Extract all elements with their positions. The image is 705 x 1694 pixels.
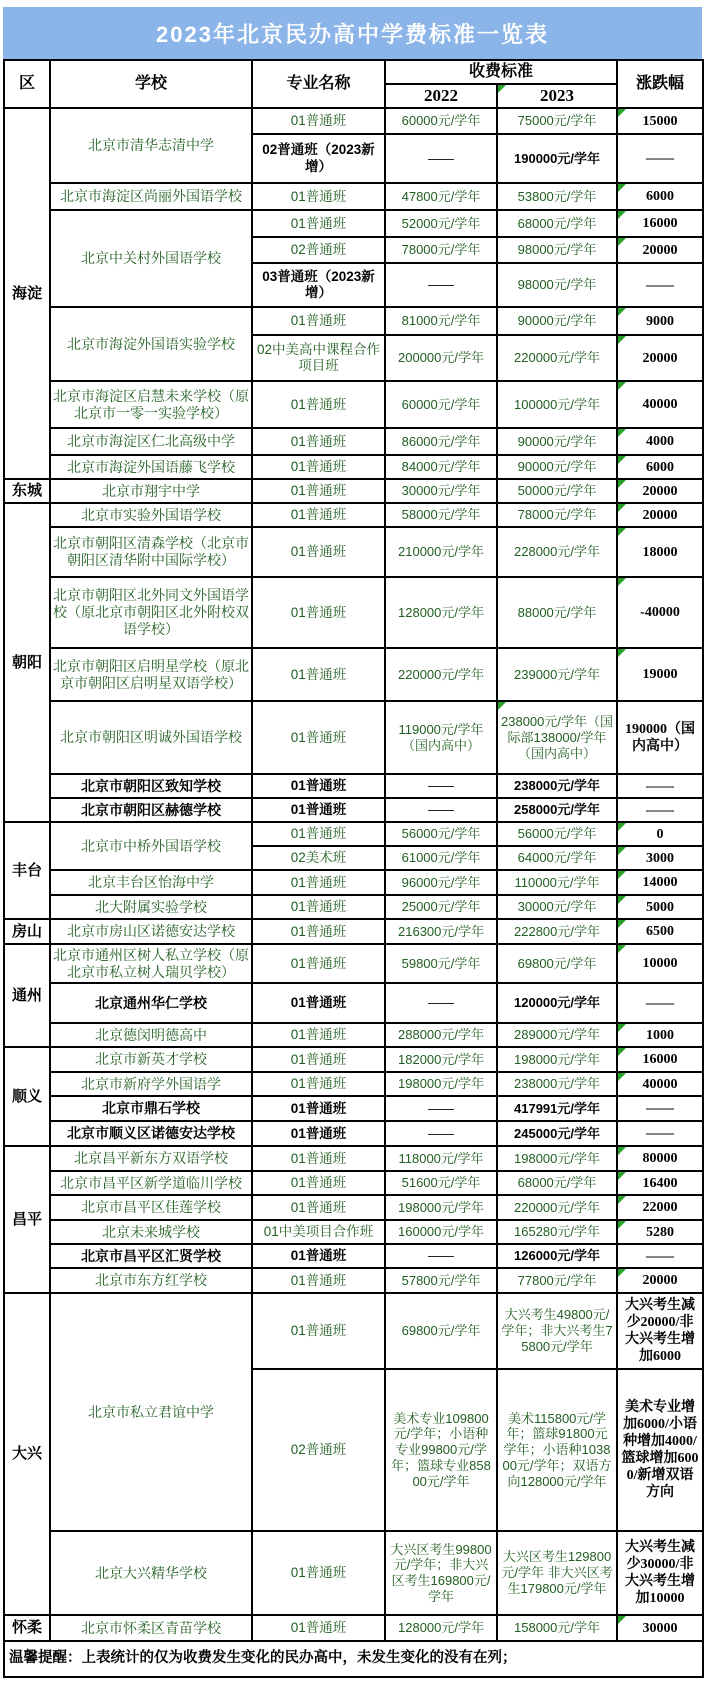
- change-cell: 190000（国内高中）: [617, 701, 703, 774]
- fee-2022-cell: 60000元/学年: [385, 381, 497, 428]
- fee-2023-cell: 222800元/学年: [497, 919, 617, 944]
- fee-2022-cell: 25000元/学年: [385, 895, 497, 919]
- fee-2022-cell: 84000元/学年: [385, 455, 497, 479]
- change-cell: 14000: [617, 870, 703, 895]
- fee-2022-cell: 57800元/学年: [385, 1268, 497, 1293]
- fee-2023-cell: 50000元/学年: [497, 479, 617, 503]
- fee-2023-cell: 53800元/学年: [497, 183, 617, 210]
- school-cell: 北大附属实验学校: [50, 895, 252, 919]
- table-row: [4, 870, 703, 895]
- change-cell: 40000: [617, 1072, 703, 1096]
- change-cell: 22000: [617, 1195, 703, 1220]
- school-cell: 北京市顺义区诺德安达学校: [50, 1121, 252, 1146]
- fee-2023-cell: 大兴区考生129800元/学年 非大兴区考生179800元/学年: [497, 1531, 617, 1615]
- fee-2023-cell: 120000元/学年: [497, 983, 617, 1023]
- school-cell: 北京市新府学外国语学: [50, 1072, 252, 1096]
- program-cell: 01普通班: [252, 919, 385, 944]
- table-row: [4, 307, 703, 335]
- fee-2022-cell: 182000元/学年: [385, 1047, 497, 1072]
- fee-2023-cell: 98000元/学年: [497, 263, 617, 307]
- fee-2022-cell: ——: [385, 134, 497, 183]
- program-cell: 01普通班: [252, 455, 385, 479]
- change-cell: 5280: [617, 1220, 703, 1244]
- header-school: 学校: [50, 60, 252, 108]
- fee-2023-cell: 198000元/学年: [497, 1146, 617, 1171]
- fee-2023-cell: 56000元/学年: [497, 822, 617, 846]
- header-change: 涨跌幅: [617, 60, 703, 108]
- fee-table-body: [4, 108, 703, 1641]
- change-cell: ——: [617, 1121, 703, 1146]
- school-cell: 北京市海淀外国语藤飞学校: [50, 455, 252, 479]
- fee-2022-cell: 86000元/学年: [385, 428, 497, 455]
- school-cell: 北京市朝阳区致知学校: [50, 774, 252, 798]
- change-cell: ——: [617, 1096, 703, 1121]
- program-cell: 01普通班: [252, 479, 385, 503]
- school-cell: 北京市朝阳区清森学校（北京市朝阳区清华附中国际学校）: [50, 527, 252, 577]
- school-cell: 北京市海淀外国语实验学校: [50, 307, 252, 381]
- change-cell: 6000: [617, 455, 703, 479]
- fee-2023-cell: 245000元/学年: [497, 1121, 617, 1146]
- school-cell: 北京市海淀区仁北高级中学: [50, 428, 252, 455]
- program-cell: 01普通班: [252, 944, 385, 983]
- program-cell: 01普通班: [252, 1531, 385, 1615]
- program-cell: 02普通班: [252, 1369, 385, 1531]
- program-cell: 01普通班: [252, 1171, 385, 1195]
- table-row: [4, 1293, 703, 1369]
- change-cell: 40000: [617, 381, 703, 428]
- change-cell: 4000: [617, 428, 703, 455]
- header-year-2022: 2022: [385, 84, 497, 109]
- table-row: [4, 648, 703, 701]
- program-cell: 01普通班: [252, 1293, 385, 1369]
- program-cell: 01普通班: [252, 183, 385, 210]
- fee-2022-cell: ——: [385, 1121, 497, 1146]
- program-cell: 01普通班: [252, 1047, 385, 1072]
- change-cell: ——: [617, 798, 703, 822]
- change-cell: 20000: [617, 479, 703, 503]
- fee-2023-cell: 100000元/学年: [497, 381, 617, 428]
- fee-2023-cell: 90000元/学年: [497, 307, 617, 335]
- program-cell: 01普通班: [252, 1072, 385, 1096]
- program-cell: 01普通班: [252, 798, 385, 822]
- fee-2022-cell: 美术专业109800元/学年；小语种专业99800元/学年；篮球专业85800元/学年: [385, 1369, 497, 1531]
- program-cell: 01中美项目合作班: [252, 1220, 385, 1244]
- fee-2022-cell: 220000元/学年: [385, 648, 497, 701]
- change-cell: ——: [617, 134, 703, 183]
- header-district: 区: [4, 60, 50, 108]
- school-cell: 北京大兴精华学校: [50, 1531, 252, 1615]
- program-cell: 01普通班: [252, 648, 385, 701]
- fee-2022-cell: ——: [385, 1244, 497, 1268]
- fee-2023-cell: 大兴考生49800元/学年；非大兴考生75800元/学年: [497, 1293, 617, 1369]
- fee-2022-cell: ——: [385, 983, 497, 1023]
- fee-2023-cell: 110000元/学年: [497, 870, 617, 895]
- fee-2022-cell: 61000元/学年: [385, 846, 497, 870]
- change-cell: 6000: [617, 183, 703, 210]
- change-cell: 9000: [617, 307, 703, 335]
- header-year-2023: 2023: [497, 84, 617, 109]
- school-cell: 北京市鼎石学校: [50, 1096, 252, 1121]
- change-cell: 30000: [617, 1615, 703, 1641]
- fee-2022-cell: 78000元/学年: [385, 237, 497, 263]
- school-cell: 北京市朝阳区启明星学校（原北京市朝阳区启明星双语学校）: [50, 648, 252, 701]
- school-cell: 北京市翔宇中学: [50, 479, 252, 503]
- table-row: [4, 428, 703, 455]
- school-cell: 北京市中桥外国语学校: [50, 822, 252, 870]
- table-row: [4, 1220, 703, 1244]
- program-cell: 01普通班: [252, 822, 385, 846]
- program-cell: 02中美高中课程合作项目班: [252, 335, 385, 381]
- fee-2023-cell: 68000元/学年: [497, 1171, 617, 1195]
- fee-2022-cell: 56000元/学年: [385, 822, 497, 846]
- fee-2022-cell: 128000元/学年: [385, 577, 497, 648]
- fee-2023-cell: 239000元/学年: [497, 648, 617, 701]
- program-cell: 01普通班: [252, 895, 385, 919]
- program-cell: 01普通班: [252, 1195, 385, 1220]
- school-cell: 北京中关村外国语学校: [50, 210, 252, 307]
- table-row: [4, 210, 703, 237]
- district-cell: 怀柔: [4, 1615, 50, 1641]
- school-cell: 北京市昌平区佳莲学校: [50, 1195, 252, 1220]
- school-cell: 北京市海淀区尚丽外国语学校: [50, 183, 252, 210]
- program-cell: 01普通班: [252, 1146, 385, 1171]
- fee-2022-cell: 119000元/学年（国内高中）: [385, 701, 497, 774]
- program-cell: 01普通班: [252, 1268, 385, 1293]
- fee-2022-cell: ——: [385, 1096, 497, 1121]
- fee-2022-cell: 59800元/学年: [385, 944, 497, 983]
- change-cell: -40000: [617, 577, 703, 648]
- fee-2022-cell: 198000元/学年: [385, 1195, 497, 1220]
- change-cell: 10000: [617, 944, 703, 983]
- table-row: [4, 1615, 703, 1641]
- fee-2023-cell: 238000元/学年: [497, 774, 617, 798]
- program-cell: 01普通班: [252, 774, 385, 798]
- table-row: [4, 1047, 703, 1072]
- school-cell: 北京市海淀区启慧未来学校（原北京市一零一实验学校）: [50, 381, 252, 428]
- fee-2022-cell: 96000元/学年: [385, 870, 497, 895]
- school-cell: 北京未来城学校: [50, 1220, 252, 1244]
- fee-2023-cell: 165280元/学年: [497, 1220, 617, 1244]
- change-cell: 20000: [617, 503, 703, 527]
- fee-2023-cell: 30000元/学年: [497, 895, 617, 919]
- table-header: [4, 60, 703, 108]
- change-cell: 1000: [617, 1023, 703, 1047]
- district-cell: 东城: [4, 479, 50, 503]
- fee-2023-cell: 417991元/学年: [497, 1096, 617, 1121]
- change-cell: 16000: [617, 210, 703, 237]
- table-row: [4, 1171, 703, 1195]
- program-cell: 01普通班: [252, 381, 385, 428]
- change-cell: 15000: [617, 108, 703, 134]
- page-title: 2023年北京民办高中学费标准一览表: [3, 7, 702, 59]
- fee-2023-cell: 198000元/学年: [497, 1047, 617, 1072]
- table-row: [4, 455, 703, 479]
- school-cell: 北京市朝阳区赫德学校: [50, 798, 252, 822]
- program-cell: 01普通班: [252, 577, 385, 648]
- program-cell: 02美术班: [252, 846, 385, 870]
- fee-2023-cell: 228000元/学年: [497, 527, 617, 577]
- table-row: [4, 108, 703, 134]
- table-row: [4, 1096, 703, 1121]
- program-cell: 01普通班: [252, 1121, 385, 1146]
- fee-2022-cell: 69800元/学年: [385, 1293, 497, 1369]
- program-cell: 02普通班（2023新增）: [252, 134, 385, 183]
- district-cell: 大兴: [4, 1293, 50, 1615]
- school-cell: 北京市通州区树人私立学校（原北京市私立树人瑞贝学校）: [50, 944, 252, 983]
- fee-2023-cell: 220000元/学年: [497, 1195, 617, 1220]
- program-cell: 01普通班: [252, 1023, 385, 1047]
- table-row: [4, 1023, 703, 1047]
- change-cell: ——: [617, 1244, 703, 1268]
- change-cell: 80000: [617, 1146, 703, 1171]
- header-row-1: [4, 60, 703, 84]
- fee-2022-cell: 30000元/学年: [385, 479, 497, 503]
- table-row: [4, 701, 703, 774]
- change-cell: 5000: [617, 895, 703, 919]
- change-cell: 16400: [617, 1171, 703, 1195]
- footer-row: [4, 1641, 703, 1677]
- fee-2022-cell: 198000元/学年: [385, 1072, 497, 1096]
- fee-2022-cell: 216300元/学年: [385, 919, 497, 944]
- change-cell: 0: [617, 822, 703, 846]
- program-cell: 01普通班: [252, 870, 385, 895]
- school-cell: 北京市朝阳区北外同文外国语学校（原北京市朝阳区北外附校双语学校）: [50, 577, 252, 648]
- table-row: [4, 1195, 703, 1220]
- table-row: [4, 774, 703, 798]
- fee-2022-cell: ——: [385, 263, 497, 307]
- table-row: [4, 1072, 703, 1096]
- change-cell: ——: [617, 263, 703, 307]
- district-cell: 通州: [4, 944, 50, 1047]
- header-program: 专业名称: [252, 60, 385, 108]
- fee-2022-cell: 160000元/学年: [385, 1220, 497, 1244]
- change-cell: ——: [617, 774, 703, 798]
- school-cell: 北京通州华仁学校: [50, 983, 252, 1023]
- fee-2022-cell: 200000元/学年: [385, 335, 497, 381]
- change-cell: 大兴考生减少20000/非大兴考生增加6000: [617, 1293, 703, 1369]
- change-cell: 大兴考生减少30000/非大兴考生增加10000: [617, 1531, 703, 1615]
- school-cell: 北京市新英才学校: [50, 1047, 252, 1072]
- table-row: [4, 944, 703, 983]
- fee-2022-cell: 60000元/学年: [385, 108, 497, 134]
- fee-2023-cell: 美术115800元/学年；篮球91800元 学年；小语种103800元/学年；双语方向128000元/学年: [497, 1369, 617, 1531]
- district-cell: 朝阳: [4, 503, 50, 822]
- school-cell: 北京市清华志清中学: [50, 108, 252, 183]
- program-cell: 01普通班: [252, 428, 385, 455]
- district-cell: 海淀: [4, 108, 50, 479]
- school-cell: 北京市昌平区新学道临川学校: [50, 1171, 252, 1195]
- fee-2022-cell: 210000元/学年: [385, 527, 497, 577]
- fee-2022-cell: 128000元/学年: [385, 1615, 497, 1641]
- program-cell: 01普通班: [252, 1615, 385, 1641]
- tuition-fee-table: [3, 59, 704, 1678]
- fee-2023-cell: 98000元/学年: [497, 237, 617, 263]
- school-cell: 北京市房山区诺德安达学校: [50, 919, 252, 944]
- fee-2023-cell: 220000元/学年: [497, 335, 617, 381]
- footer-note: 温馨提醒：上表统计的仅为收费发生变化的民办高中，未发生变化的没有在列；: [4, 1641, 703, 1677]
- fee-2023-cell: 75000元/学年: [497, 108, 617, 134]
- fee-2023-cell: 126000元/学年: [497, 1244, 617, 1268]
- change-cell: 19000: [617, 648, 703, 701]
- change-cell: 18000: [617, 527, 703, 577]
- district-cell: 房山: [4, 919, 50, 944]
- program-cell: 01普通班: [252, 108, 385, 134]
- table-row: [4, 503, 703, 527]
- change-cell: 20000: [617, 335, 703, 381]
- table-row: [4, 1146, 703, 1171]
- district-cell: 昌平: [4, 1146, 50, 1293]
- fee-2023-cell: 68000元/学年: [497, 210, 617, 237]
- school-cell: 北京丰台区怡海中学: [50, 870, 252, 895]
- fee-2023-cell: 158000元/学年: [497, 1615, 617, 1641]
- table-row: [4, 1121, 703, 1146]
- fee-2023-cell: 190000元/学年: [497, 134, 617, 183]
- table-row: [4, 1531, 703, 1615]
- fee-2022-cell: 58000元/学年: [385, 503, 497, 527]
- fee-2022-cell: 81000元/学年: [385, 307, 497, 335]
- change-cell: 16000: [617, 1047, 703, 1072]
- fee-2022-cell: 47800元/学年: [385, 183, 497, 210]
- fee-2023-cell: 238000元/学年（国际部138000/学年（国内高中）: [497, 701, 617, 774]
- table-row: [4, 381, 703, 428]
- table-row: [4, 479, 703, 503]
- table-row: [4, 798, 703, 822]
- table-row: [4, 919, 703, 944]
- fee-2022-cell: ——: [385, 774, 497, 798]
- fee-2022-cell: 288000元/学年: [385, 1023, 497, 1047]
- fee-2022-cell: 52000元/学年: [385, 210, 497, 237]
- table-row: [4, 577, 703, 648]
- fee-2023-cell: 88000元/学年: [497, 577, 617, 648]
- fee-2022-cell: 118000元/学年: [385, 1146, 497, 1171]
- district-cell: 丰台: [4, 822, 50, 919]
- program-cell: 01普通班: [252, 701, 385, 774]
- program-cell: 03普通班（2023新增）: [252, 263, 385, 307]
- program-cell: 01普通班: [252, 983, 385, 1023]
- school-cell: 北京市昌平区汇贤学校: [50, 1244, 252, 1268]
- school-cell: 北京市私立君谊中学: [50, 1293, 252, 1531]
- school-cell: 北京德闵明德高中: [50, 1023, 252, 1047]
- fee-2023-cell: 289000元/学年: [497, 1023, 617, 1047]
- school-cell: 北京市怀柔区青苗学校: [50, 1615, 252, 1641]
- school-cell: 北京市朝阳区明诚外国语学校: [50, 701, 252, 774]
- program-cell: 01普通班: [252, 210, 385, 237]
- fee-2023-cell: 90000元/学年: [497, 455, 617, 479]
- fee-2023-cell: 69800元/学年: [497, 944, 617, 983]
- program-cell: 02普通班: [252, 237, 385, 263]
- fee-2022-cell: 51600元/学年: [385, 1171, 497, 1195]
- fee-2023-cell: 90000元/学年: [497, 428, 617, 455]
- school-cell: 北京市东方红学校: [50, 1268, 252, 1293]
- page: [0, 7, 705, 1678]
- fee-2023-cell: 77800元/学年: [497, 1268, 617, 1293]
- table-row: [4, 1268, 703, 1293]
- fee-2023-cell: 78000元/学年: [497, 503, 617, 527]
- table-row: [4, 183, 703, 210]
- change-cell: 3000: [617, 846, 703, 870]
- table-row: [4, 527, 703, 577]
- table-row: [4, 1244, 703, 1268]
- program-cell: 01普通班: [252, 1096, 385, 1121]
- fee-2022-cell: 大兴区考生99800元/学年；非大兴区考生169800元/学年: [385, 1531, 497, 1615]
- change-cell: ——: [617, 983, 703, 1023]
- program-cell: 01普通班: [252, 307, 385, 335]
- header-fee-standard: 收费标准: [385, 60, 617, 84]
- table-row: [4, 822, 703, 846]
- school-cell: 北京市实验外国语学校: [50, 503, 252, 527]
- table-row: [4, 983, 703, 1023]
- program-cell: 01普通班: [252, 527, 385, 577]
- school-cell: 北京昌平新东方双语学校: [50, 1146, 252, 1171]
- program-cell: 01普通班: [252, 1244, 385, 1268]
- program-cell: 01普通班: [252, 503, 385, 527]
- table-row: [4, 895, 703, 919]
- change-cell: 6500: [617, 919, 703, 944]
- change-cell: 美术专业增加6000/小语种增加4000/篮球增加6000/新增双语方向: [617, 1369, 703, 1531]
- district-cell: 顺义: [4, 1047, 50, 1146]
- change-cell: 20000: [617, 237, 703, 263]
- fee-2023-cell: 238000元/学年: [497, 1072, 617, 1096]
- fee-2022-cell: ——: [385, 798, 497, 822]
- change-cell: 20000: [617, 1268, 703, 1293]
- fee-2023-cell: 258000元/学年: [497, 798, 617, 822]
- table-footer: [4, 1641, 703, 1677]
- fee-2023-cell: 64000元/学年: [497, 846, 617, 870]
